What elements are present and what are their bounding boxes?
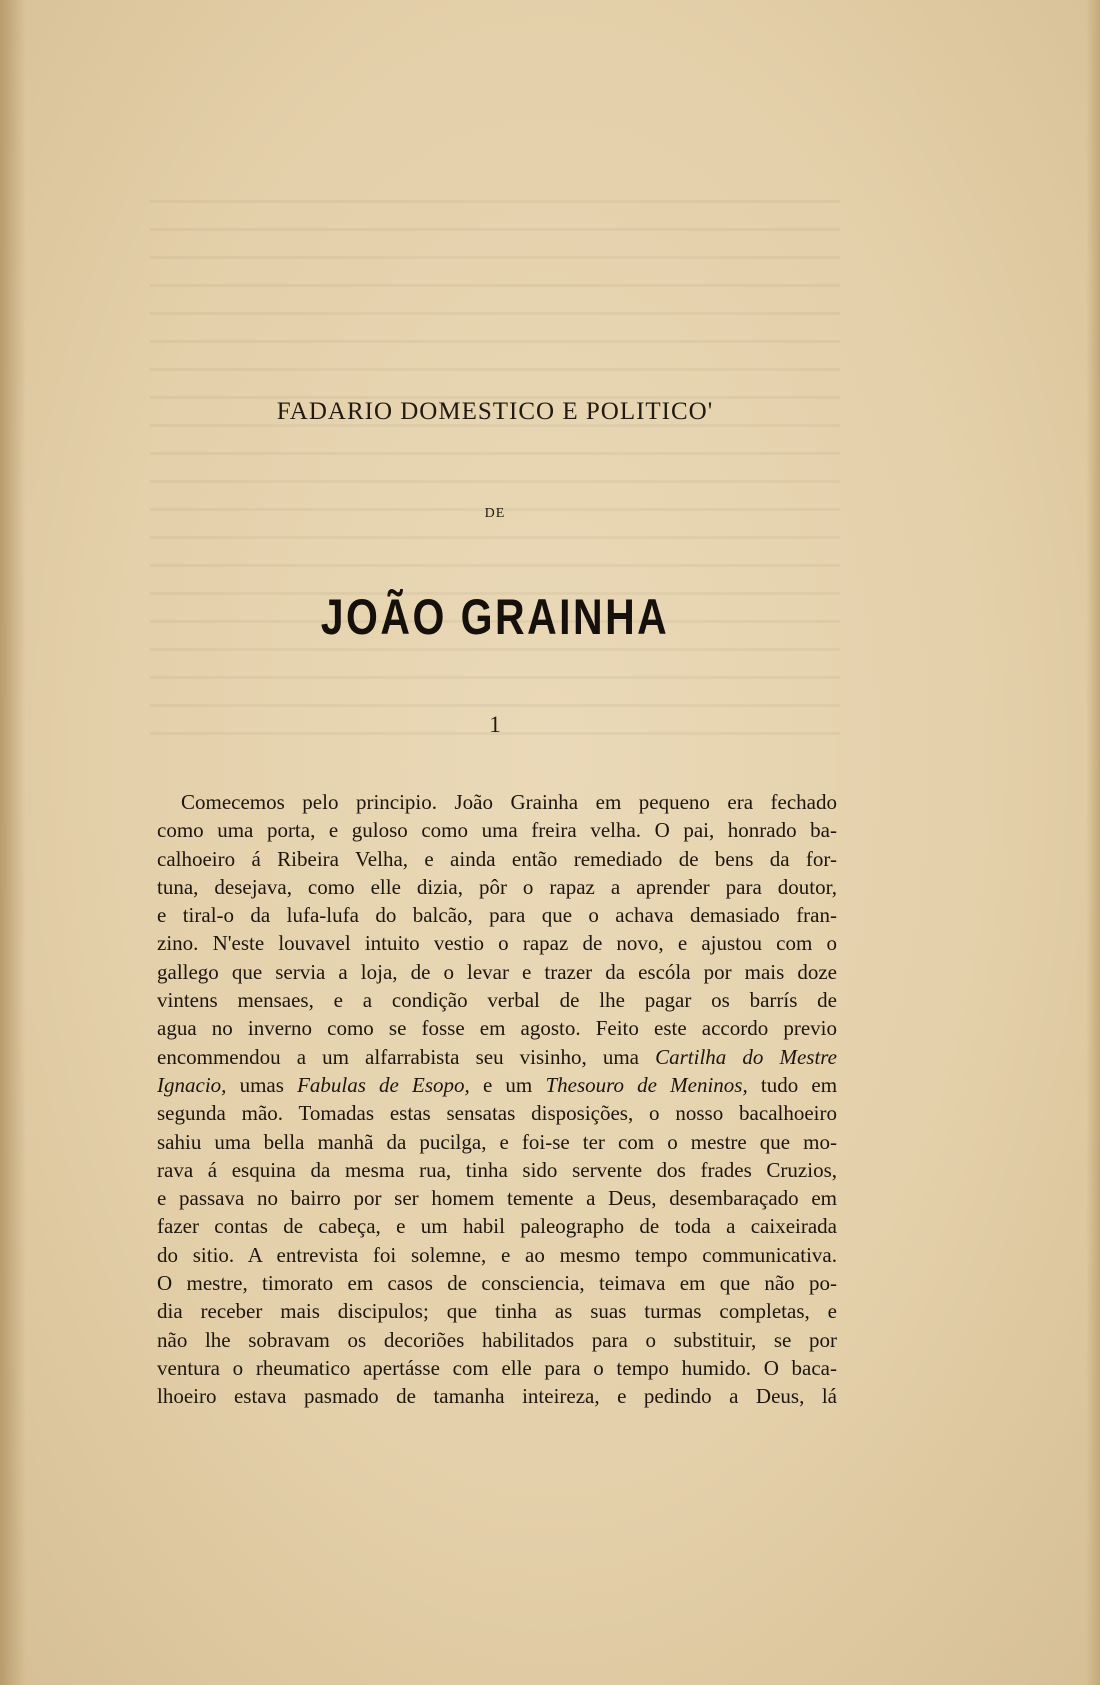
text-line: zino. N'este louvavel intuito vestio o rapaz de novo, e ajustou com o (157, 931, 837, 956)
text-line: agua no inverno como se fosse em agosto. Feito este accordo previo (157, 1016, 837, 1041)
text-segment: tudo em (747, 1072, 838, 1097)
bleed-through-texture (150, 200, 840, 760)
text-line: dia receber mais discipulos; que tinha as suas turmas completas, e (157, 1299, 837, 1324)
text-line: do sitio. A entrevista foi solemne, e ao mesmo tempo communicativa. (157, 1242, 837, 1267)
text-line: como uma porta, e guloso como uma freira velha. O pai, honrado ba- (157, 818, 837, 843)
title-mark: ' (707, 398, 714, 425)
book-title: Ignacio, (157, 1072, 227, 1097)
text-line: segunda mão. Tomadas estas sensatas disposições, o nosso bacalhoeiro (157, 1101, 837, 1126)
text-line: vintens mensaes, e a condição verbal de lhe pagar os barrís de (157, 988, 837, 1013)
text-line: e passava no bairro por ser homem temente a Deus, desembaraçado em (157, 1186, 837, 1211)
title-connector: DE (484, 506, 506, 521)
title-text: FADARIO DOMESTICO E POLITICO (276, 398, 708, 425)
text-line: sahiu uma bella manhã da pucilga, e foi-se ter com o mestre que mo- (157, 1129, 837, 1154)
text-line: e tiral-o da lufa-lufa do balcão, para que o achava demasiado fran- (157, 903, 837, 928)
text-line: gallego que servia a loja, de o levar e trazer da escóla por mais doze (157, 959, 837, 984)
text-segment: encommendou a um alfarrabista seu visinho, uma (157, 1044, 640, 1069)
text-line: Comecemos pelo principio. João Grainha em pequeno era fechado (181, 790, 837, 814)
text-line (157, 1043, 837, 1071)
book-title: Fabulas de Esopo, (297, 1072, 470, 1097)
text-line: rava á esquina da mesma rua, tinha sido servente dos frades Cruzios, (157, 1157, 837, 1182)
body-paragraph (157, 788, 837, 1411)
text-line (157, 1071, 837, 1099)
book-title: Cartilha do Mestre (655, 1044, 838, 1069)
text-line: lhoeiro estava pasmado de tamanha inteireza, e pedindo a Deus, lá (157, 1384, 837, 1409)
text-line: O mestre, timorato em casos de consciencia, teimava em que não po- (157, 1271, 837, 1296)
text-line: ventura o rheumatico apertásse com elle para o tempo humido. O baca- (157, 1355, 837, 1380)
text-line: não lhe sobravam os decoriões habilitados para o substituir, se por (157, 1327, 837, 1352)
page-edge-right (1086, 0, 1100, 1685)
book-title: Thesouro de Meninos, (545, 1072, 748, 1097)
chapter-title (150, 398, 840, 426)
text-line: fazer contas de cabeça, e um habil paleographo de toda a caixeirada (157, 1214, 837, 1239)
text-segment: umas (226, 1072, 298, 1097)
character-name-heading: JOÃO GRAINHA (320, 589, 670, 645)
text-line: tuna, desejava, como elle dizia, pôr o rapaz a aprender para doutor, (157, 874, 837, 899)
text-segment: e um (469, 1072, 546, 1097)
chapter-number: 1 (489, 712, 501, 737)
text-line: calhoeiro á Ribeira Velha, e ainda então remediado de bens da for- (157, 846, 837, 871)
page-edge-left (0, 0, 26, 1685)
